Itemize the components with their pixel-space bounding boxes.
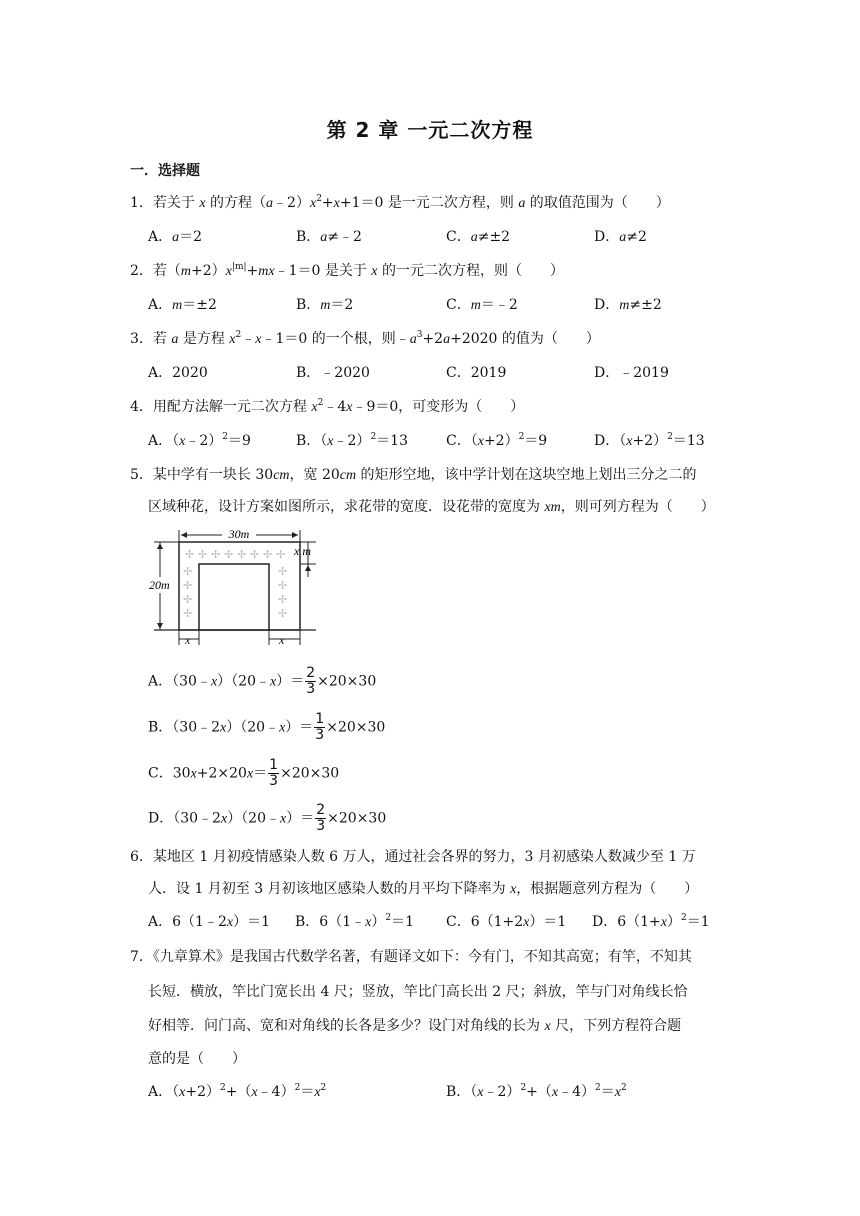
variable: x: [371, 264, 378, 279]
left-dimension-label: 20m: [149, 578, 170, 592]
question-4: [130, 396, 524, 416]
text: ＝1: [391, 914, 414, 930]
text: 人．设 1 月初至 3 月初该地区感染人数的月平均下降率为: [148, 881, 511, 897]
q2-option-d[interactable]: [594, 294, 662, 314]
unit: cm: [339, 468, 357, 483]
text: ）＝: [285, 719, 314, 736]
exponent: 2: [681, 913, 687, 923]
question-6-line-2: [148, 878, 698, 898]
option-label: C．: [446, 365, 471, 381]
text: +2: [422, 331, 444, 347]
variable: x: [477, 434, 484, 449]
option-label: C．: [446, 229, 471, 245]
variable: x: [544, 1019, 551, 1034]
text: ，则可列方程为（ ）: [560, 499, 715, 515]
text: +2×20: [196, 765, 247, 782]
exponent: 2: [370, 432, 377, 442]
text: ＝: [600, 1084, 615, 1100]
question-1: [130, 192, 670, 212]
option-text: ﹣2020: [320, 365, 370, 381]
text: ，宽 20: [289, 467, 340, 483]
q1-option-a[interactable]: [148, 226, 202, 246]
text: +2）: [185, 1084, 220, 1100]
text: +: [246, 263, 259, 279]
exponent: 2: [316, 194, 322, 204]
text: 30: [172, 765, 191, 782]
text: ×20×30: [326, 719, 386, 736]
variable: a: [619, 230, 627, 245]
exponent: 2: [385, 913, 392, 923]
option-label: A．: [148, 1084, 173, 1100]
variable: xm: [544, 500, 561, 515]
numerator: 2: [306, 665, 316, 681]
text: ）: [371, 914, 386, 930]
fraction: [314, 712, 325, 743]
text: ﹣9＝0，可变形为（ ）: [352, 399, 525, 415]
option-label: B．: [296, 297, 321, 313]
text: 6（1+2: [470, 914, 524, 930]
q6-option-c[interactable]: [446, 911, 566, 931]
flower-bed-figure: [148, 525, 320, 647]
text: ﹣2）: [333, 433, 371, 449]
exponent: 2: [222, 432, 228, 442]
question-number: 5．: [130, 467, 153, 483]
text: 是方程: [178, 331, 230, 347]
q7-option-a[interactable]: [148, 1081, 326, 1101]
option-label: B．: [296, 365, 321, 381]
question-number: 3．: [130, 331, 153, 347]
option-label: D．: [594, 365, 620, 381]
option-text: ≠﹣2: [327, 229, 362, 245]
option-text: 2020: [172, 365, 208, 381]
option-label: A．: [148, 229, 173, 245]
text: ）＝1: [529, 914, 567, 930]
text: 尺，下列方程符合题: [550, 1018, 682, 1034]
exponent: 3: [416, 330, 423, 340]
option-label: A．: [148, 433, 173, 449]
svg-text:✢: ✢: [183, 607, 193, 620]
svg-text:✢: ✢: [224, 548, 234, 561]
bottom-left-x-label: x: [185, 633, 191, 647]
question-number: 1．: [130, 195, 153, 211]
text: ＝9: [228, 433, 251, 449]
text: 意的是（ ）: [148, 1051, 246, 1067]
text: +（: [526, 1084, 552, 1100]
exponent: 2: [667, 432, 673, 442]
option-text: ＝±2: [182, 297, 217, 313]
text: +1＝0 是一元二次方程，则: [339, 195, 519, 211]
text: ×20×30: [280, 765, 340, 782]
denominator: 3: [306, 681, 316, 697]
question-number: 4．: [130, 399, 153, 415]
text: 若关于: [152, 195, 200, 211]
exponent: 2: [520, 1083, 527, 1093]
svg-text:✢: ✢: [278, 579, 288, 592]
variable: x: [346, 400, 353, 415]
q7-option-b[interactable]: [446, 1081, 627, 1101]
text: ﹣4: [323, 399, 347, 415]
option-label: A．: [148, 297, 173, 313]
exponent: 2: [294, 1083, 301, 1093]
text: ＝1: [686, 914, 710, 930]
variable: x: [229, 332, 236, 347]
text: 某中学有一块长 30: [152, 467, 274, 483]
variable: a: [409, 332, 417, 347]
option-label: A．: [148, 365, 173, 381]
svg-text:✢: ✢: [183, 593, 193, 606]
question-5-line-2: [148, 496, 715, 516]
svg-text:✢: ✢: [263, 548, 273, 561]
q6-option-d[interactable]: [592, 911, 710, 931]
text: ﹣1＝0 的一个根，则﹣: [261, 331, 410, 347]
text: （30﹣2: [173, 810, 221, 827]
text: +: [321, 195, 334, 211]
variable: x: [220, 720, 227, 736]
variable: m: [172, 298, 183, 313]
text: ﹣4）: [558, 1084, 596, 1100]
q2-option-c[interactable]: [446, 294, 518, 314]
variable: x: [333, 196, 340, 211]
option-label: B．: [148, 719, 173, 736]
q5-option-c[interactable]: [148, 758, 339, 789]
q3-option-c[interactable]: [446, 362, 506, 382]
variable: x: [477, 1085, 484, 1100]
text: 6（1﹣: [319, 914, 366, 930]
variable: m: [470, 298, 481, 313]
text: 若: [152, 331, 172, 347]
question-7-line-4: [148, 1048, 246, 1068]
exponent: 2: [235, 330, 242, 340]
text: ×20×30: [327, 810, 387, 827]
option-text: ＝2: [330, 297, 354, 313]
variable: x: [199, 196, 206, 211]
question-7-line-2: [148, 981, 688, 1001]
text: （: [172, 1084, 180, 1100]
svg-text:✢: ✢: [185, 548, 195, 561]
svg-text:✢: ✢: [198, 548, 208, 561]
q4-option-b[interactable]: [296, 430, 408, 450]
variable: x: [251, 1085, 258, 1100]
denominator: 3: [269, 773, 279, 789]
option-text: ≠2: [626, 229, 647, 245]
text: ＝: [253, 765, 268, 782]
svg-text:✢: ✢: [278, 593, 288, 606]
option-label: B．: [295, 914, 320, 930]
variable: x: [220, 811, 228, 827]
text: （30﹣: [172, 673, 211, 690]
text: 长短．横放，竿比门宽长出 4 尺；竖放，竿比门高长出 2 尺；斜放，竿与门对角线长恰: [148, 984, 688, 1000]
numerator: 2: [316, 802, 326, 818]
inner-rectangle: [199, 564, 269, 630]
variable: x: [179, 434, 186, 449]
variable: m: [619, 298, 630, 313]
variable: a: [320, 230, 328, 245]
variable: x: [179, 1085, 186, 1100]
text: +2）: [191, 263, 226, 279]
variable: a: [443, 332, 451, 347]
option-text: ≠±2: [477, 229, 511, 245]
text: 区域种花，设计方案如图所示，求花带的宽度．设花带的宽度为: [148, 499, 545, 515]
option-label: D．: [594, 297, 620, 313]
svg-text:✢: ✢: [276, 548, 286, 561]
variable: x: [309, 196, 317, 211]
variable: x: [551, 1085, 559, 1100]
text: ﹣2）: [185, 433, 223, 449]
question-7-line-1: [130, 946, 692, 966]
option-text: ＝2: [179, 229, 203, 245]
variable: a: [518, 196, 526, 211]
text: +2020 的值为（ ）: [450, 331, 600, 347]
variable: a: [171, 332, 179, 347]
variable: x: [255, 332, 262, 347]
option-text: ﹣2019: [619, 365, 669, 381]
q4-option-d[interactable]: [594, 430, 705, 450]
option-text: ≠±2: [629, 297, 662, 313]
numerator: 1: [269, 757, 279, 773]
text: ）（20﹣: [217, 673, 270, 690]
text: 的一元二次方程，则（ ）: [377, 263, 564, 279]
option-label: C．: [446, 297, 471, 313]
text: （: [470, 433, 478, 449]
question-3: [130, 328, 600, 348]
text: ＝13: [672, 433, 705, 449]
option-label: D．: [148, 810, 174, 827]
option-label: C．: [446, 433, 471, 449]
q5-option-a[interactable]: [148, 666, 376, 697]
text: （30﹣2: [172, 719, 221, 736]
option-label: B．: [446, 1084, 471, 1100]
option-label: D．: [594, 433, 620, 449]
text: （: [470, 1084, 478, 1100]
question-number: 6．: [130, 849, 153, 865]
variable: x: [226, 915, 234, 930]
q6-option-a[interactable]: [148, 911, 270, 931]
fraction: [268, 758, 279, 789]
option-label: B．: [296, 229, 321, 245]
svg-text:✢: ✢: [250, 548, 260, 561]
text: ﹣2）: [483, 1084, 521, 1100]
q1-option-b[interactable]: [296, 226, 362, 246]
svg-text:✢: ✢: [237, 548, 247, 561]
right-dimension-label: x m: [294, 544, 311, 558]
text: +2）: [632, 433, 668, 449]
variable: x: [314, 1085, 321, 1100]
q5-option-d[interactable]: [148, 803, 386, 834]
text: ）（20﹣: [226, 719, 280, 736]
variable: x: [327, 434, 334, 449]
variable: x: [280, 811, 287, 827]
variable: x: [210, 674, 218, 690]
variable: x: [190, 766, 197, 782]
text: 6（1+: [617, 914, 661, 930]
q2-option-a[interactable]: [148, 294, 217, 314]
exponent: 2: [595, 1083, 601, 1093]
top-dimension-label: 30m: [228, 527, 250, 541]
question-7-line-3: [148, 1015, 681, 1035]
exponent: 2: [518, 432, 525, 442]
option-label: C．: [446, 914, 471, 930]
text: ，根据题意列方程为（ ）: [516, 881, 699, 897]
option-label: C．: [148, 765, 173, 782]
svg-text:✢: ✢: [211, 548, 221, 561]
option-label: D．: [592, 914, 618, 930]
text: 好相等．问门高、宽和对角线的长各是多少？设门对角线的长为: [148, 1018, 545, 1034]
option-label: B．: [296, 433, 321, 449]
variable: x: [365, 915, 372, 930]
text: ×20×30: [317, 673, 377, 690]
svg-text:✢: ✢: [278, 565, 288, 578]
variable: x: [510, 882, 517, 897]
numerator: 1: [315, 711, 325, 727]
q3-option-b[interactable]: [296, 362, 370, 382]
text: 的方程（: [205, 195, 267, 211]
text: 某地区 1 月初疫情感染人数 6 万人，通过社会各界的努力，3 月初感染人数减少至 1 万: [152, 849, 696, 865]
variable: x: [270, 674, 277, 690]
variable: x: [523, 915, 530, 930]
variable: a: [470, 230, 478, 245]
variable: x: [311, 400, 318, 415]
exponent: 2: [317, 398, 324, 408]
svg-text:✢: ✢: [278, 607, 288, 620]
text: ）＝: [286, 810, 315, 827]
variable: mx: [258, 264, 275, 279]
denominator: 3: [315, 727, 325, 743]
text: 的取值范围为（ ）: [525, 195, 670, 211]
exponent: |m|: [231, 262, 247, 272]
q6-option-b[interactable]: [295, 911, 414, 931]
option-label: A．: [148, 673, 173, 690]
svg-text:✢: ✢: [183, 579, 193, 592]
text: ）（20﹣: [227, 810, 281, 827]
text: +2）: [483, 433, 519, 449]
svg-text:✢: ✢: [183, 565, 193, 578]
fraction: [305, 666, 316, 697]
question-number: 2．: [130, 263, 153, 279]
unit: cm: [273, 468, 290, 483]
variable: x: [614, 1085, 621, 1100]
option-label: D．: [594, 229, 620, 245]
q3-option-d[interactable]: [594, 362, 669, 382]
denominator: 3: [316, 818, 326, 834]
q2-option-b[interactable]: [296, 294, 353, 314]
q3-option-a[interactable]: [148, 362, 208, 382]
text: 若（: [152, 263, 181, 279]
text: 用配方法解一元二次方程: [152, 399, 312, 415]
option-text: ＝﹣2: [480, 297, 518, 313]
question-number: 7．: [130, 949, 153, 965]
bottom-right-x-label: x: [279, 633, 285, 647]
q5-option-b[interactable]: [148, 712, 385, 743]
variable: x: [626, 434, 633, 449]
variable: m: [180, 264, 192, 279]
text: ﹣: [241, 331, 256, 347]
exponent: 2: [621, 1083, 627, 1093]
text: ＝9: [524, 433, 548, 449]
exponent: 2: [320, 1083, 327, 1093]
question-6-line-1: [130, 846, 696, 866]
text: ﹣4）: [257, 1084, 295, 1100]
variable: a: [172, 230, 180, 245]
text: ＝13: [376, 433, 408, 449]
text: （: [320, 433, 328, 449]
exponent: 2: [219, 1083, 226, 1093]
text: 6（1﹣2: [172, 914, 227, 930]
text: +（: [225, 1084, 252, 1100]
variable: x: [660, 915, 667, 930]
question-2: [130, 260, 564, 280]
variable: x: [246, 766, 254, 782]
q1-option-d[interactable]: [594, 226, 647, 246]
text: ＝: [300, 1084, 315, 1100]
text: ）: [667, 914, 681, 930]
text: （: [172, 433, 180, 449]
option-label: A．: [148, 914, 173, 930]
text: ）＝1: [233, 914, 270, 930]
text: ﹣2）: [273, 195, 310, 211]
text: ）＝: [276, 673, 305, 690]
section-heading: 一．选择题: [130, 163, 200, 179]
text: ﹣1＝0 是关于: [274, 263, 372, 279]
option-text: 2019: [470, 365, 507, 381]
q4-option-c[interactable]: [446, 430, 547, 450]
variable: m: [320, 298, 331, 313]
variable: a: [266, 196, 274, 211]
page-title: 第 2 章 一元二次方程: [326, 118, 534, 142]
q4-option-a[interactable]: [148, 430, 251, 450]
question-5-line-1: [130, 464, 697, 484]
fraction: [315, 803, 326, 834]
text: 《九章算术》是我国古代数学名著，有题译文如下：今有门，不知其高宽；有竿，不知其: [152, 949, 692, 965]
variable: x: [225, 264, 232, 279]
q1-option-c[interactable]: [446, 226, 510, 246]
text: （: [619, 433, 627, 449]
variable: x: [279, 720, 286, 736]
text: 的矩形空地，该中学计划在这块空地上划出三分之二的: [356, 467, 697, 483]
